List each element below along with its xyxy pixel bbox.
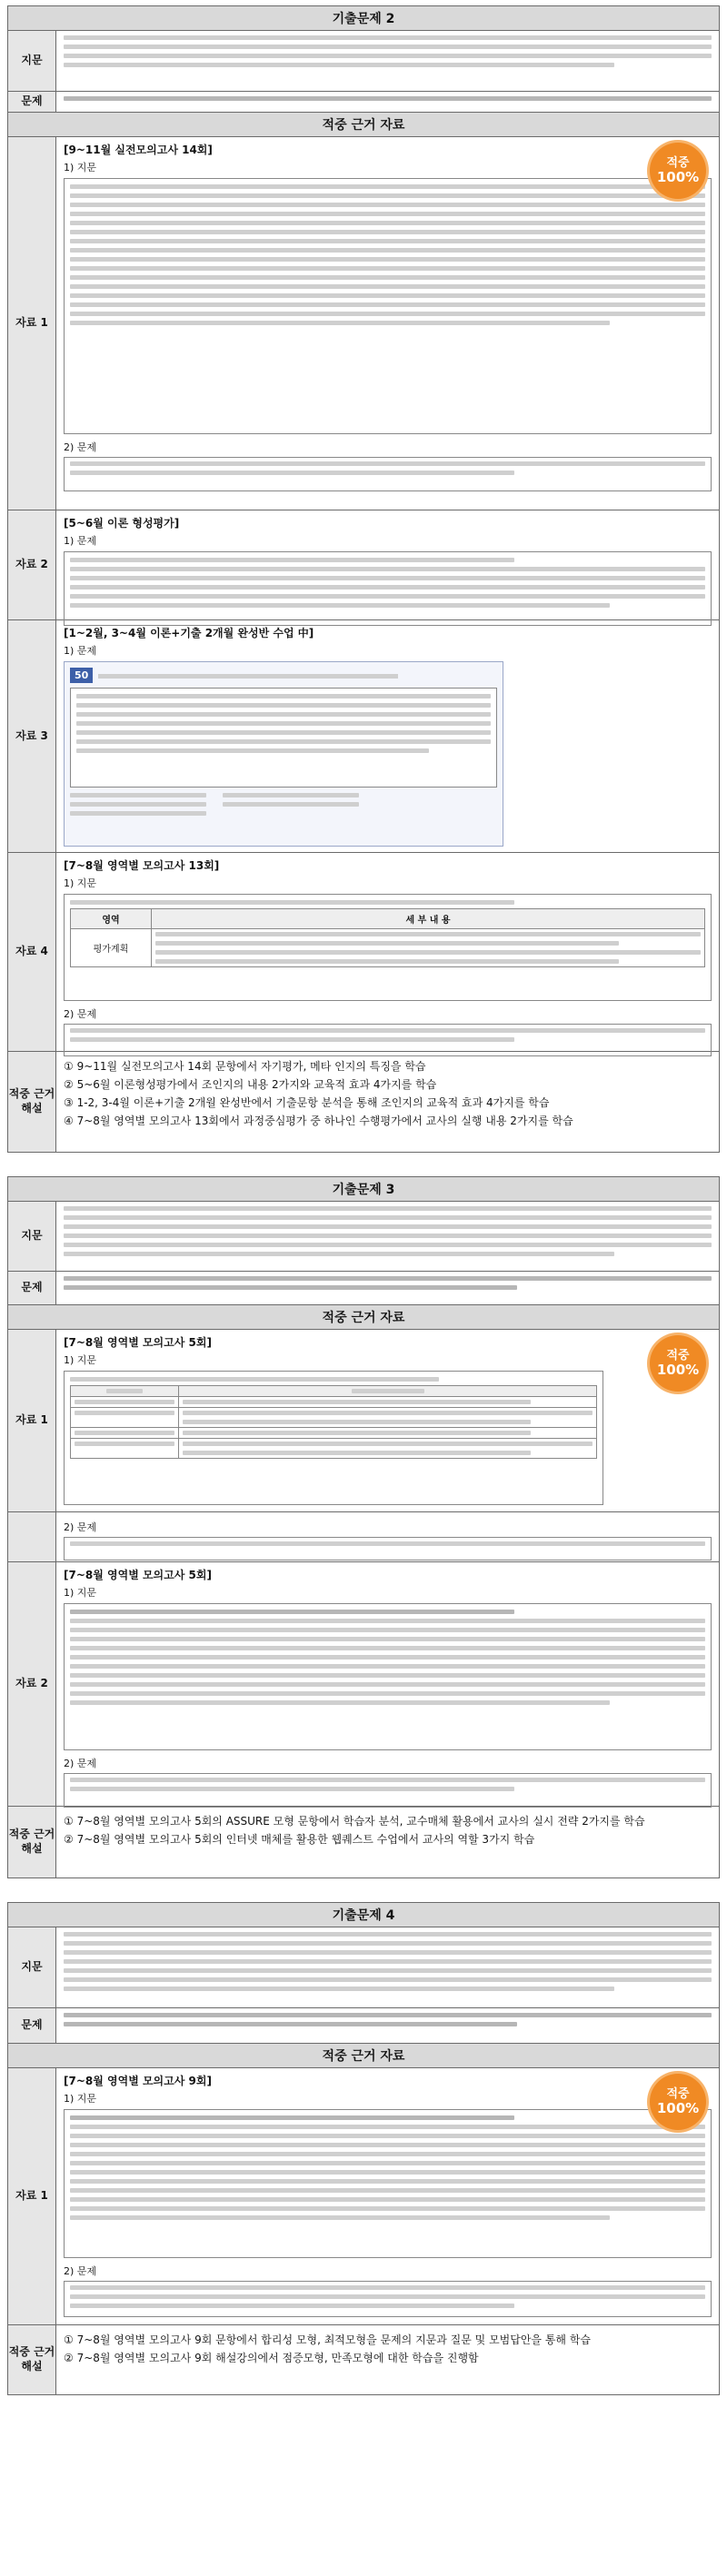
material-title: [7~8월 영역별 모의고사 5회] [64,1569,212,1581]
material-title: [9~11월 실전모의고사 14회] [64,144,213,156]
passage-box [64,1603,712,1750]
lecture-question-image [64,661,503,847]
material-label: 자료 2 [8,1562,56,1806]
question-body [70,1028,705,1042]
question-row [8,1272,719,1304]
question-text [64,96,712,101]
summary-item: ② 7~8월 영역별 모의고사 5회의 인터넷 매체를 활용한 웹퀘스트 수업에서 교사의 역할 3가지 학습 [64,1833,535,1846]
table-cell-plan: 평가계획 [71,929,152,967]
question-text [64,1276,712,1290]
summary-item: ① 9~11월 실전모의고사 14회 문항에서 자기평가, 메타 인지의 특징을 학습 [64,1060,426,1073]
question-body [70,2285,705,2308]
evidence-3-material-2 [8,1562,719,1807]
evidence-2-material-1 [8,137,719,510]
evidence-4-material-1 [8,2068,719,2325]
material-label: 자료 2 [8,510,56,619]
activity-table [70,1385,597,1459]
passage-subheading: 1) 지문 [64,162,97,173]
evidence-3-summary [8,1807,719,1878]
passage-row [8,1202,719,1272]
question-box [64,1537,712,1560]
evidence-4-summary [8,2325,719,2394]
material-title: [7~8월 영역별 모의고사 13회] [64,859,220,872]
hit-100-badge: 적중 100% [650,143,706,199]
evidence-2-table [7,113,720,1153]
passage-subheading: 1) 지문 [64,877,97,889]
summary-item: ① 7~8월 영역별 모의고사 5회의 ASSURE 모형 문항에서 학습자 분석, 교수매체 활용에서 교사의 실시 전략 2가지를 학습 [64,1815,645,1828]
question-box [64,1773,712,1808]
evidence-2-material-4 [8,853,719,1052]
material-label: 자료 3 [8,620,56,852]
passage-box [64,178,712,434]
passage-label: 지문 [8,1927,56,2007]
material-title: [7~8월 영역별 모의고사 5회] [64,1336,212,1349]
question-subheading: 1) 문제 [64,535,97,547]
material-title: [7~8월 영역별 모의고사 9회] [64,2075,212,2087]
question-box [64,551,712,626]
evidence-3-material-1-question [8,1512,719,1562]
summary-label: 적중 근거 해설 [8,2325,56,2394]
summary-item: ② 5~6월 이론형성평가에서 조인지의 내용 2가지와 교육적 효과 4가지를 학습 [64,1078,437,1091]
table-header-area: 영역 [71,909,152,929]
passage-body [70,2115,705,2220]
summary-item: ② 7~8월 영역별 모의고사 9회 해설강의에서 점증모형, 만족모형에 대한 학습을 진행함 [64,2352,479,2364]
summary-item: ③ 1-2, 3-4월 이론+기출 2개월 완성반에서 기출문항 분석을 통해 조인지의 교육적 효과 4가지를 학습 [64,1096,550,1109]
question-text [64,2013,712,2026]
summary-item: ④ 7~8월 영역별 모의고사 13회에서 과정중심평가 중 하나인 수행평가에서 교사의 실행 내용 2가지를 학습 [64,1115,573,1127]
question-inner-box [70,688,497,788]
passage-subheading: 1) 지문 [64,2093,97,2105]
question-label: 문제 [8,2008,56,2043]
evidence-2-summary [8,1052,719,1152]
question-box [64,457,712,491]
question-number: 50 [70,668,93,683]
passage-box [64,894,712,1001]
question-subheading: 2) 문제 [64,1521,97,1533]
question-label: 문제 [8,1272,56,1304]
summary-label: 적중 근거 해설 [8,1807,56,1878]
table-header-detail: 세 부 내 용 [152,909,705,929]
question-row [8,92,719,112]
material-title: [5~6월 이론 형성평가] [64,517,180,530]
evidence-3-table [7,1305,720,1878]
passage-text [64,1206,712,1256]
question-subheading: 2) 문제 [64,2265,97,2277]
question-body [70,461,705,475]
passage-subheading: 1) 지문 [64,1354,97,1366]
passage-label: 지문 [8,31,56,91]
exam-question-4-table [7,1902,720,2044]
passage-text [64,1932,712,1991]
evidence-3-title: 적중 근거 자료 [8,1305,719,1330]
passage-text [64,35,712,67]
hit-100-badge: 적중 100% [650,2074,706,2130]
material-label: 자료 1 [8,137,56,510]
material-title: [1~2월, 3~4월 이론+기출 2개월 완성반 수업 中] [64,627,314,639]
answer-choices [70,793,497,816]
question-subheading: 2) 문제 [64,1008,97,1020]
evidence-3-material-1 [8,1330,719,1512]
passage-row [8,1927,719,2008]
question-row [8,2008,719,2043]
passage-box [64,2109,712,2258]
passage-label: 지문 [8,1202,56,1271]
passage-row [8,31,719,92]
passage-box [64,1371,603,1505]
question-body [70,558,705,608]
evidence-4-title: 적중 근거 자료 [8,2044,719,2068]
exam-question-4-title: 기출문제 4 [8,1903,719,1927]
summary-label: 적중 근거 해설 [8,1052,56,1152]
question-subheading: 2) 문제 [64,1758,97,1769]
hit-100-badge: 적중 100% [650,1335,706,1392]
question-subheading: 1) 문제 [64,645,97,657]
question-box [64,2281,712,2317]
exam-question-3-title: 기출문제 3 [8,1177,719,1202]
material-label: 자료 1 [8,1330,56,1511]
question-label: 문제 [8,92,56,112]
question-subheading: 2) 문제 [64,441,97,453]
exam-question-2-table [7,5,720,113]
summary-item: ① 7~8월 영역별 모의고사 9회 문항에서 합리성 모형, 최적모형을 문제의 지문과 질문 및 모범답안을 통해 학습 [64,2333,592,2346]
material-label: 자료 1 [8,2068,56,2324]
passage-body [70,184,705,325]
exam-question-3-table [7,1176,720,1305]
document-page [0,5,727,2395]
exam-question-2-title: 기출문제 2 [8,6,719,31]
evidence-4-table [7,2044,720,2395]
question-body [70,1541,705,1546]
evidence-2-material-2 [8,510,719,620]
material-label: 자료 4 [8,853,56,1051]
passage-body [70,1610,705,1705]
question-body [70,1778,705,1791]
evidence-2-title: 적중 근거 자료 [8,113,719,137]
evidence-2-material-3 [8,620,719,853]
plan-table [70,908,705,967]
passage-subheading: 1) 지문 [64,1587,97,1599]
